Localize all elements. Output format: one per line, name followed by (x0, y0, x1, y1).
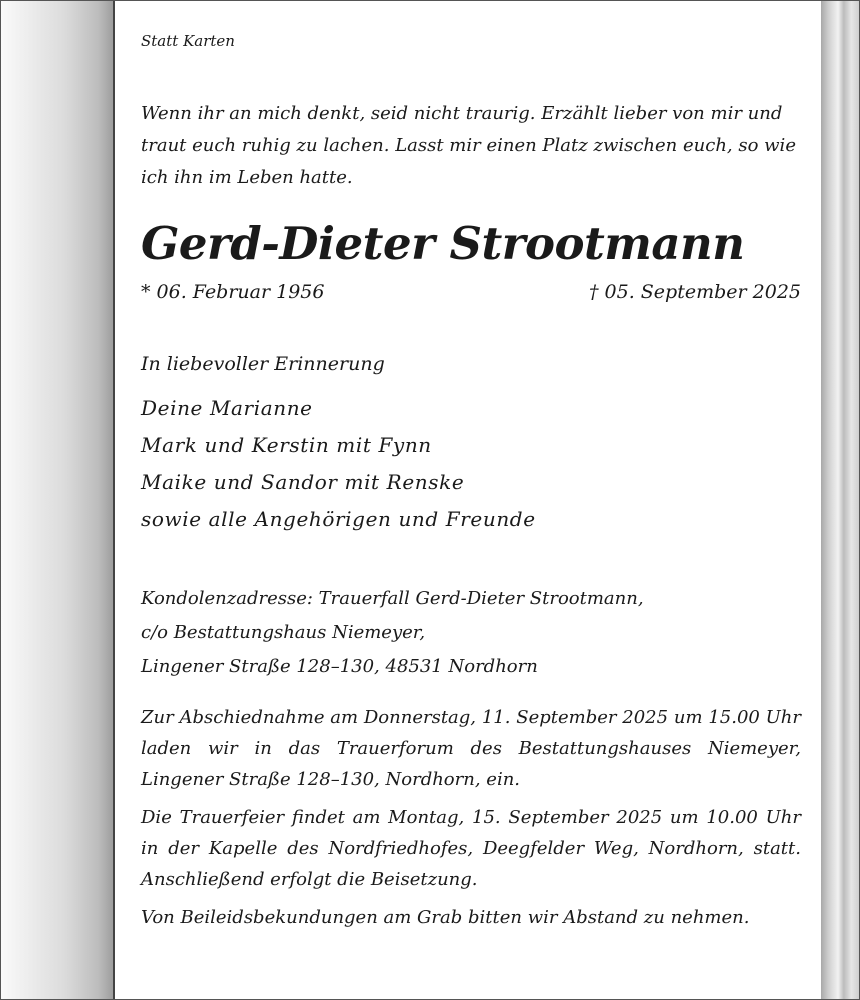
condolence-address (141, 582, 801, 684)
mourner-line: Deine Marianne (141, 396, 313, 420)
birth-date: * 06. Februar 1956 (141, 281, 325, 303)
address-line: c/o Bestattungshaus Niemeyer, (141, 622, 426, 643)
funeral-notice: Die Trauerfeier findet am Montag, 15. September 2025 um 10.00 Uhr in der Kapelle des Nordfriedhofes, Deegfelder Weg, Nordhorn, statt. Anschließend erfolgt die Beisetzung. (141, 807, 801, 890)
right-decorative-band (821, 1, 859, 999)
address-line: Kondolenzadresse: Trauerfall Gerd-Dieter Strootmann, (141, 588, 644, 609)
mourner-line: Maike und Sandor mit Renske (141, 470, 465, 494)
deceased-name: Gerd-Dieter Strootmann (141, 217, 745, 270)
life-dates (141, 278, 801, 306)
left-decorative-band (1, 1, 115, 999)
mourner-line: sowie alle Angehörigen und Freunde (141, 507, 536, 531)
mourner-line: Mark und Kerstin mit Fynn (141, 433, 432, 457)
memorial-quote: Wenn ihr an mich denkt, seid nicht traurig. Erzählt lieber von mir und traut euch ruhig zu lachen. Lasst mir einen Platz zwischen euch, so wie ich ihn im Leben hatte. (141, 103, 796, 188)
header-label: Statt Karten (141, 32, 235, 50)
death-date: † 05. September 2025 (589, 281, 801, 303)
left-band-divider (113, 1, 115, 999)
condolence-request: Von Beileidsbekundungen am Grab bitten wir Abstand zu nehmen. (141, 907, 750, 928)
farewell-notice: Zur Abschiednahme am Donnerstag, 11. September 2025 um 15.00 Uhr laden wir in das Trauerforum des Bestattungshauses Niemeyer, Lingener Straße 128–130, Nordhorn, ein. (141, 707, 801, 790)
mourners-list (141, 390, 801, 538)
address-line: Lingener Straße 128–130, 48531 Nordhorn (141, 656, 538, 677)
memory-line: In liebevoller Erinnerung (141, 353, 385, 375)
obituary-text (141, 31, 801, 933)
